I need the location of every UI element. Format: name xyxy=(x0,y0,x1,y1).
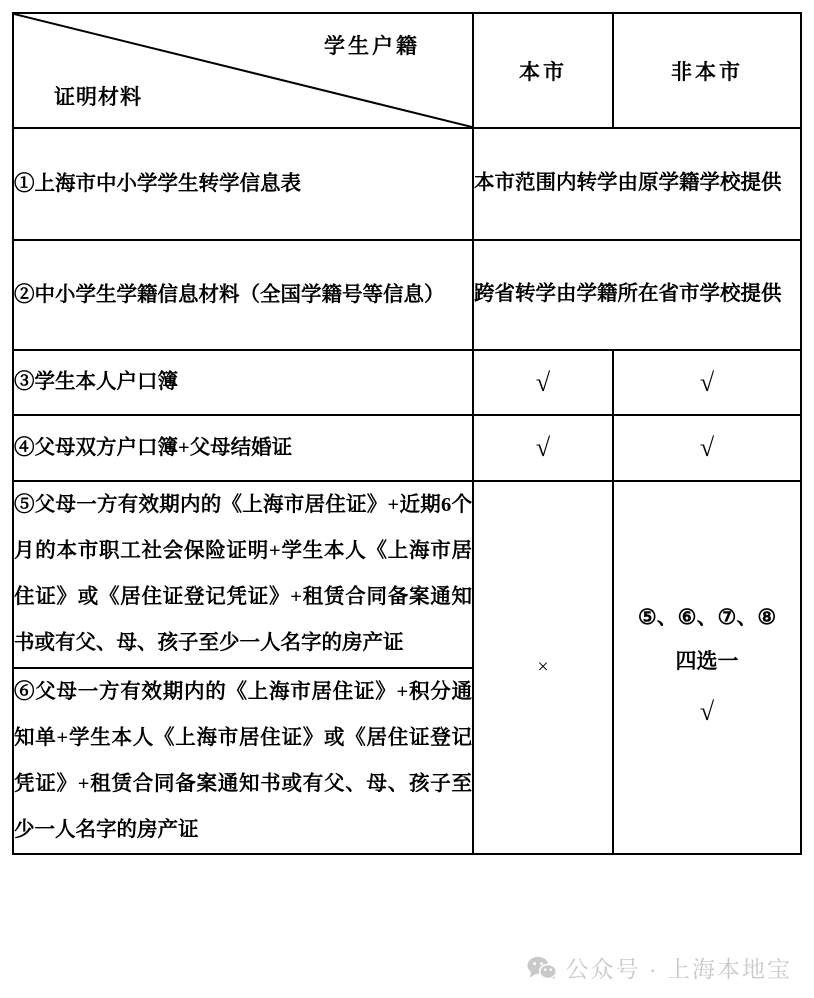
material-cell-6: ⑥父母一方有效期内的《上海市居住证》+积分通知单+学生本人《上海市居住证》或《居住证登记凭证》+租赁合同备案通知书或有父、母、孩子至少一人名字的房产证 xyxy=(13,668,473,855)
material-cell-1: ①上海市中小学学生转学信息表 xyxy=(13,128,473,240)
material-cell-4: ④父母双方户口簿+父母结婚证 xyxy=(13,415,473,481)
table-row xyxy=(13,481,801,668)
mark-cell-local-4 xyxy=(473,415,613,481)
header-column-nonlocal: 非本市 xyxy=(613,13,801,128)
header-material-label: 证明材料 xyxy=(54,85,142,109)
check-icon: √ xyxy=(535,433,551,462)
header-column-local: 本市 xyxy=(473,13,613,128)
mark-cell-local-3 xyxy=(473,350,613,415)
header-diagonal-cell xyxy=(13,13,473,128)
table-header-row xyxy=(13,13,801,128)
mark-cell-nonlocal-4 xyxy=(613,415,801,481)
choice-rule-label: 四选一 xyxy=(675,649,739,674)
note-cell-2: 跨省转学由学籍所在省市学校提供 xyxy=(473,240,801,350)
choice-cell-nonlocal-5-6 xyxy=(613,481,801,854)
note-cell-1: 本市范围内转学由原学籍学校提供 xyxy=(473,128,801,240)
mark-cell-nonlocal-3 xyxy=(613,350,801,415)
wechat-icon xyxy=(527,956,557,980)
table-row xyxy=(13,240,801,350)
choice-options-label: ⑤、⑥、⑦、⑧ xyxy=(637,605,777,630)
check-icon: √ xyxy=(699,367,715,397)
transfer-materials-table xyxy=(12,12,802,855)
table-row xyxy=(13,128,801,240)
table-row xyxy=(13,415,801,481)
check-icon: √ xyxy=(699,433,715,462)
cross-icon: × xyxy=(537,656,549,678)
check-icon: √ xyxy=(699,697,715,727)
material-cell-2: ②中小学生学籍信息材料（全国学籍号等信息） xyxy=(13,240,473,350)
mark-cell-local-5-6 xyxy=(473,481,613,854)
material-cell-5: ⑤父母一方有效期内的《上海市居住证》+近期6个月的本市职工社会保险证明+学生本人《上海市居住证》或《居住证登记凭证》+租赁合同备案通知书或有父、母、孩子至少一人名字的房产证 xyxy=(13,481,473,668)
check-icon: √ xyxy=(535,367,551,397)
watermark xyxy=(527,951,792,984)
watermark-text: 公众号 · 上海本地宝 xyxy=(565,956,792,982)
table-row xyxy=(13,350,801,415)
header-student-residency-label: 学生户籍 xyxy=(324,34,420,58)
material-cell-3: ③学生本人户口簿 xyxy=(13,350,473,415)
